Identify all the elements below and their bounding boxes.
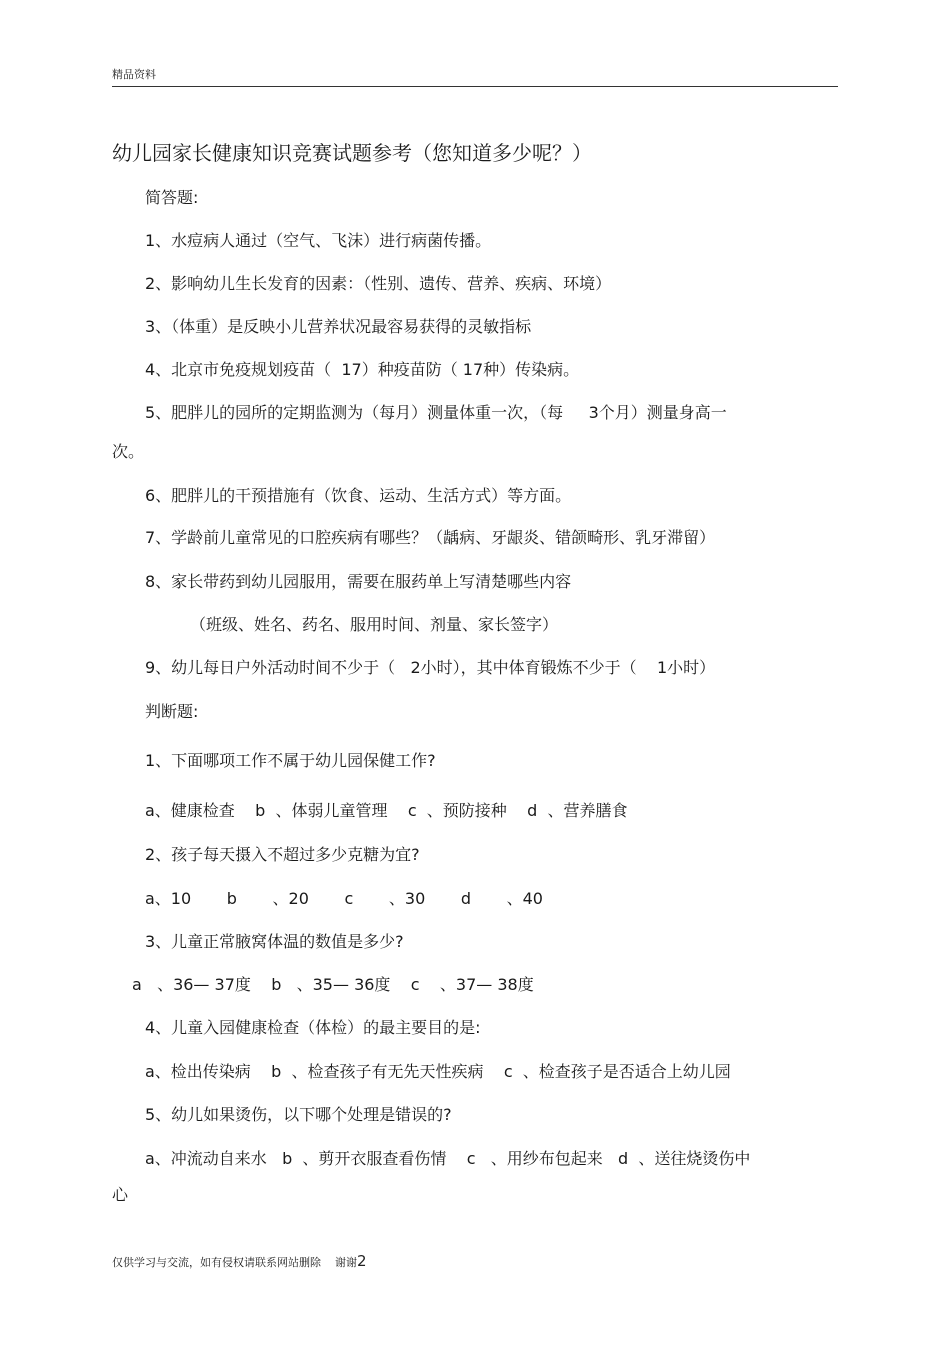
question-line: 5、幼儿如果烫伤，以下哪个处理是错误的? <box>145 1105 452 1124</box>
question-line: 2、影响幼儿生长发育的因素：（性别、遗传、营养、疾病、环境） <box>145 274 612 293</box>
question-line: 1、下面哪项工作不属于幼儿园保健工作? <box>145 751 436 770</box>
options-line: a、检出传染病 b 、检查孩子有无先天性疾病 c 、检查孩子是否适合上幼儿园 <box>145 1062 731 1081</box>
document-title: 幼儿园家长健康知识竞赛试题参考（您知道多少呢？） <box>112 141 592 165</box>
question-line: 8、家长带药到幼儿园服用，需要在服药单上写清楚哪些内容 <box>145 572 572 591</box>
page-footer <box>112 1252 367 1270</box>
options-line: a、健康检查 b 、体弱儿童管理 c 、预防接种 d 、营养膳食 <box>145 801 628 820</box>
question-line: 4、北京市免疫规划疫苗（ 17）种疫苗防（ 17种）传染病。 <box>145 360 580 379</box>
question-line: 9、幼儿每日户外活动时间不少于（ 2小时），其中体育锻炼不少于（ 1小时） <box>145 658 716 677</box>
question-line: 3、（体重）是反映小儿营养状况最容易获得的灵敏指标 <box>145 317 532 336</box>
options-line: a、10 b 、20 c 、30 d 、40 <box>145 889 543 908</box>
footer-text: 仅供学习与交流，如有侵权请联系网站删除 谢谢 <box>112 1256 357 1269</box>
question-line: 3、儿童正常腋窝体温的数值是多少? <box>145 932 404 951</box>
section-heading-short-answer: 简答题: <box>145 188 199 207</box>
question-line: 2、孩子每天摄入不超过多少克糖为宜? <box>145 845 420 864</box>
header-divider <box>112 86 838 87</box>
question-line: 1、水痘病人通过（空气、飞沫）进行病菌传播。 <box>145 231 492 250</box>
answer-line: （班级、姓名、药名、服用时间、剂量、家长签字） <box>190 615 559 634</box>
question-line: 6、肥胖儿的干预措施有（饮食、运动、生活方式）等方面。 <box>145 486 572 505</box>
question-line: 7、学龄前儿童常见的口腔疾病有哪些？（龋病、牙龈炎、错颌畸形、乳牙滞留） <box>145 528 716 547</box>
options-line: a、冲流动自来水 b 、剪开衣服查看伤情 c 、用纱布包起来 d 、送往烧烫伤中 <box>145 1149 751 1168</box>
question-line-continuation: 次。 <box>112 442 145 461</box>
options-line-continuation: 心 <box>112 1185 129 1204</box>
page-number: 2 <box>357 1252 367 1270</box>
page-header-label: 精品资料 <box>112 68 156 81</box>
options-line: a 、36— 37度 b 、35— 36度 c 、37— 38度 <box>132 975 534 994</box>
section-heading-judgment: 判断题: <box>145 702 199 721</box>
question-line: 5、肥胖儿的园所的定期监测为（每月）测量体重一次，（每 3个月）测量身高一 <box>145 403 727 422</box>
question-line: 4、儿童入园健康检查（体检）的最主要目的是: <box>145 1018 481 1037</box>
